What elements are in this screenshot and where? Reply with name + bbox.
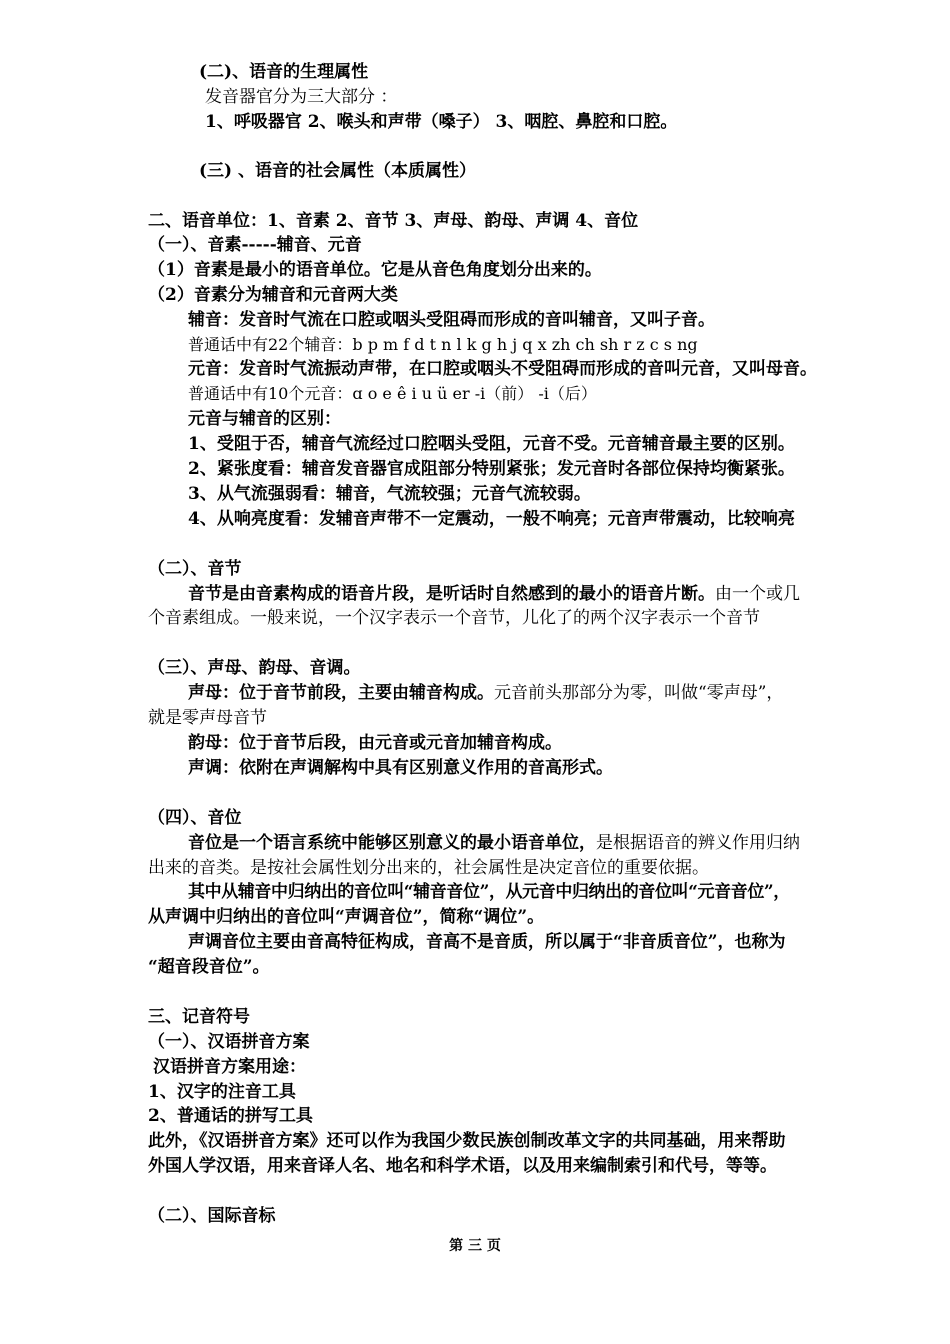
phoneme-point-2: （2）音素分为辅音和元音两大类 bbox=[148, 285, 398, 305]
shengmu-definition: 声母：位于音节前段，主要由辅音构成。 bbox=[188, 683, 494, 703]
phonemes-heading: （四）、音位 bbox=[148, 808, 242, 828]
phoneme-heading: （一）、音素-----辅音、元音 bbox=[148, 235, 362, 255]
difference-4: 4、从响亮度看：发辅音声带不一定震动，一般不响亮；元音声带震动，比较响亮 bbox=[188, 509, 795, 529]
part3-heading: 三、记音符号 bbox=[148, 1007, 250, 1027]
part2-heading: 二、语音单位：1、音素 2、音节 3、声母、韵母、声调 4、音位 bbox=[148, 211, 639, 231]
vowel-definition: 元音：发音时气流振动声带，在口腔或咽头不受阻碍而形成的音叫元音，又叫母音。 bbox=[188, 359, 817, 379]
phonemes-p3-line1: 声调音位主要由音高特征构成，音高不是音质，所以属于“非音质音位”，也称为 bbox=[188, 932, 786, 952]
shengmu-line1 bbox=[188, 681, 783, 705]
organs-intro: 发音器官分为三大部分 ： bbox=[205, 87, 398, 107]
phonemes-p1-line1 bbox=[188, 831, 800, 855]
consonant-list: 普通话中有22个辅音：b p m f d t n l k g h j q x zh ch sh r z c s ng bbox=[188, 335, 698, 354]
difference-heading: 元音与辅音的区别： bbox=[188, 409, 341, 429]
difference-2: 2、紧张度看：辅音发音器官成阻部分特别紧张；发元音时各部位保持均衡紧张。 bbox=[188, 459, 795, 479]
shengmu-definition-rest: 元音前头那部分为零，叫做“零声母”， bbox=[494, 683, 784, 703]
shengmu-line2: 就是零声母音节 bbox=[148, 708, 267, 728]
pinyin-heading: （一）、汉语拼音方案 bbox=[148, 1032, 310, 1052]
syllable-paragraph-line1 bbox=[188, 582, 800, 606]
difference-3: 3、从气流强弱看：辅音，气流较强；元音气流较弱。 bbox=[188, 484, 591, 504]
syllable-definition: 音节是由音素构成的语音片段，是听话时自然感到的最小的语音片断。 bbox=[188, 584, 715, 604]
shengdiao-definition: 声调：依附在声调解构中具有区别意义作用的音高形式。 bbox=[188, 758, 613, 778]
syllable-definition-rest: 由一个或几 bbox=[715, 584, 800, 604]
page-number: 第 三 页 bbox=[449, 1238, 501, 1254]
pinyin-usage-heading: 汉语拼音方案用途： bbox=[153, 1057, 306, 1077]
pinyin-use-1: 1、汉字的注音工具 bbox=[148, 1082, 296, 1102]
section-heading-physiological: (二)、语音的生理属性 bbox=[199, 62, 369, 82]
initials-heading: （三）、声母、韵母、音调。 bbox=[148, 658, 361, 678]
pinyin-extra-line1: 此外，《汉语拼音方案》还可以作为我国少数民族创制改革文字的共同基础，用来帮助 bbox=[148, 1131, 786, 1151]
ipa-heading: （二）、国际音标 bbox=[148, 1206, 276, 1226]
phoneme-point-1: （1）音素是最小的语音单位。它是从音色角度划分出来的。 bbox=[148, 260, 602, 280]
difference-1: 1、受阻于否，辅音气流经过口腔咽头受阻，元音不受。元音辅音最主要的区别。 bbox=[188, 434, 795, 454]
consonant-definition: 辅音：发音时气流在口腔或咽头受阻碍而形成的音叫辅音，又叫子音。 bbox=[188, 310, 715, 330]
phonemes-definition-rest: 是根据语音的辨义作用归纳 bbox=[596, 833, 800, 853]
phonemes-p2-line2: 从声调中归纳出的音位叫“声调音位”，简称“调位”。 bbox=[148, 907, 545, 927]
phonemes-p1-line2: 出来的音类。是按社会属性划分出来的，社会属性是决定音位的重要依据。 bbox=[148, 858, 709, 878]
section-heading-social: (三) 、语音的社会属性（本质属性） bbox=[199, 161, 477, 181]
phonemes-p3-line2: “超音段音位”。 bbox=[148, 957, 270, 977]
organs-list: 1、呼吸器官 2、喉头和声带（嗓子） 3、咽腔、鼻腔和口腔。 bbox=[205, 112, 678, 132]
pinyin-use-2: 2、普通话的拼写工具 bbox=[148, 1106, 313, 1126]
phonemes-definition: 音位是一个语言系统中能够区别意义的最小语音单位， bbox=[188, 833, 596, 853]
yunmu-definition: 韵母：位于音节后段，由元音或元音加辅音构成。 bbox=[188, 733, 562, 753]
phonemes-p2-line1: 其中从辅音中归纳出的音位叫“辅音音位”，从元音中归纳出的音位叫“元音音位”， bbox=[188, 882, 790, 902]
pinyin-extra-line2: 外国人学汉语，用来音译人名、地名和科学术语，以及用来编制索引和代号，等等。 bbox=[148, 1156, 777, 1176]
syllable-heading: （二）、音节 bbox=[148, 559, 242, 579]
syllable-paragraph-line2: 个音素组成。一般来说，一个汉字表示一个音节，儿化了的两个汉字表示一个音节 bbox=[148, 608, 760, 628]
vowel-list: 普通话中有10个元音：ɑ o e ê i u ü er -i（前） -i（后） bbox=[188, 384, 597, 403]
